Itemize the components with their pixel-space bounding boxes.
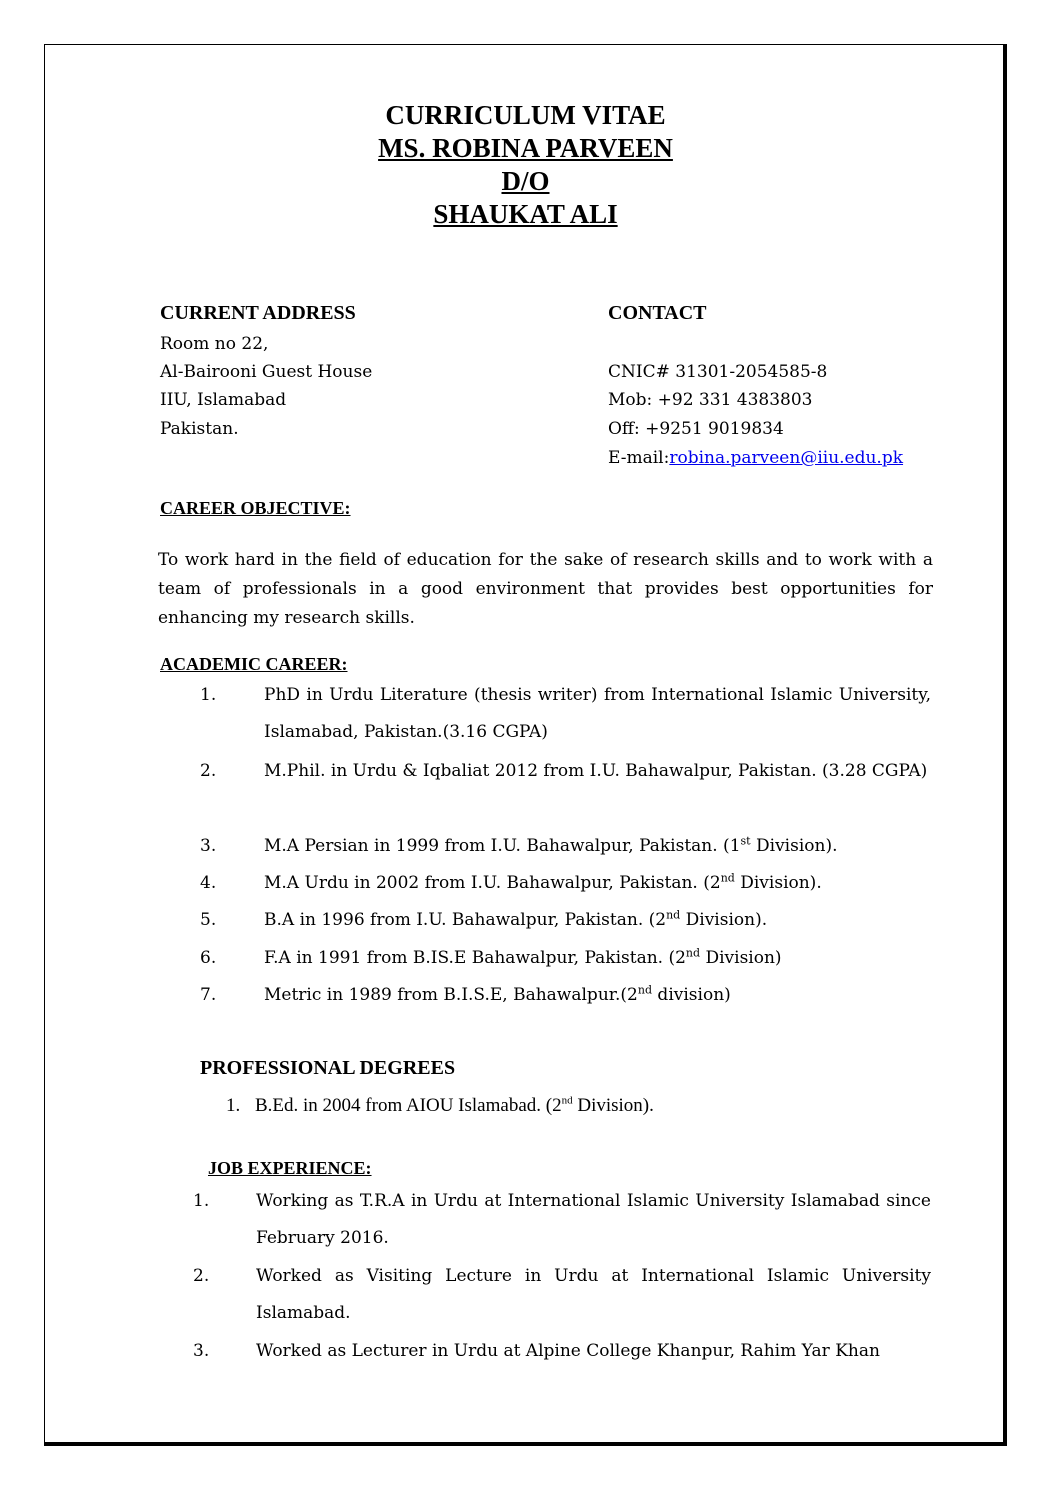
item-text: Metric in 1989 from B.I.S.E, Bahawalpur.(2	[264, 985, 638, 1005]
office-number: Off: +9251 9019834	[608, 419, 784, 439]
item-text: B.A in 1996 from I.U. Bahawalpur, Pakistan. (2	[264, 910, 667, 930]
item-number: 1.	[200, 685, 217, 705]
list-item	[193, 1183, 935, 1257]
ordinal-suffix: nd	[561, 1094, 573, 1107]
item-number: 1.	[193, 1191, 210, 1211]
item-text: B.Ed. in 2004 from AIOU Islamabad. (2	[255, 1095, 562, 1116]
item-text-end: Division).	[734, 873, 822, 893]
item-text: M.A Urdu in 2002 from I.U. Bahawalpur, Pakistan. (2	[264, 873, 721, 893]
jobs-heading: JOB EXPERIENCE:	[208, 1158, 372, 1178]
item-number: 5.	[200, 910, 217, 930]
ordinal-suffix: nd	[720, 871, 735, 885]
list-item	[226, 1095, 654, 1117]
professional-heading: PROFESSIONAL DEGREES	[200, 1057, 456, 1079]
item-number: 3.	[193, 1341, 210, 1361]
item-number: 1.	[226, 1095, 241, 1116]
item-text-end: Division).	[572, 1095, 654, 1116]
list-item	[200, 677, 935, 751]
address-line: IIU, Islamabad	[160, 390, 287, 410]
cv-title: CURRICULUM VITAE	[385, 100, 666, 130]
item-number: 2.	[193, 1266, 210, 1286]
item-text: M.Phil. in Urdu & Iqbaliat 2012 from I.U. Bahawalpur, Pakistan. (3.28 CGPA)	[264, 761, 928, 781]
objective-heading: CAREER OBJECTIVE:	[160, 498, 351, 518]
item-number: 3.	[200, 836, 217, 856]
academic-heading: ACADEMIC CAREER:	[160, 654, 348, 674]
item-text: Working as T.R.A in Urdu at International Islamic University Islamabad since February 2016.	[256, 1191, 931, 1248]
cv-header	[44, 99, 1007, 231]
cnic-number: CNIC# 31301-2054585-8	[608, 362, 828, 382]
list-item	[193, 1258, 935, 1332]
objective-text: To work hard in the field of education for the sake of research skills and to work with a team of professionals in a good environment that provides best opportunities for enhancing my research skills.	[158, 550, 933, 628]
item-number: 4.	[200, 873, 217, 893]
ordinal-suffix: nd	[685, 946, 701, 960]
item-text: F.A in 1991 from B.IS.E Bahawalpur, Pakistan. (2	[264, 948, 686, 968]
item-number: 2.	[200, 761, 217, 781]
item-text: Worked as Visiting Lecture in Urdu at International Islamic University Islamabad.	[256, 1266, 931, 1323]
item-text: Worked as Lecturer in Urdu at Alpine College Khanpur, Rahim Yar Khan	[256, 1341, 880, 1361]
item-text-end: Division).	[750, 836, 838, 856]
candidate-name: MS. ROBINA PARVEEN	[378, 133, 673, 163]
list-item	[200, 753, 935, 827]
relation-label: D/O	[501, 166, 550, 196]
mobile-number: Mob: +92 331 4383803	[608, 390, 813, 410]
ordinal-suffix: st	[740, 834, 751, 848]
email-row	[608, 448, 903, 468]
ordinal-suffix: nd	[666, 908, 681, 922]
item-text: PhD in Urdu Literature (thesis writer) from International Islamic University, Islamabad, Pakistan.(3.16 CGPA)	[264, 685, 931, 742]
email-link[interactable]: robina.parveen@iiu.edu.pk	[669, 448, 904, 468]
item-text-end: Division)	[700, 948, 782, 968]
item-text-end: Division).	[680, 910, 768, 930]
address-line: Pakistan.	[160, 419, 239, 439]
item-text-end: division)	[652, 985, 731, 1005]
address-heading: CURRENT ADDRESS	[160, 302, 356, 324]
contact-heading: CONTACT	[608, 302, 707, 324]
email-label: E-mail:	[608, 448, 670, 468]
address-line: Al-Bairooni Guest House	[160, 362, 373, 382]
ordinal-suffix: nd	[637, 983, 653, 997]
item-number: 7.	[200, 985, 217, 1005]
parent-name: SHAUKAT ALI	[433, 199, 618, 229]
address-line: Room no 22,	[160, 334, 269, 354]
item-text: M.A Persian in 1999 from I.U. Bahawalpur, Pakistan. (1	[264, 836, 741, 856]
item-number: 6.	[200, 948, 217, 968]
